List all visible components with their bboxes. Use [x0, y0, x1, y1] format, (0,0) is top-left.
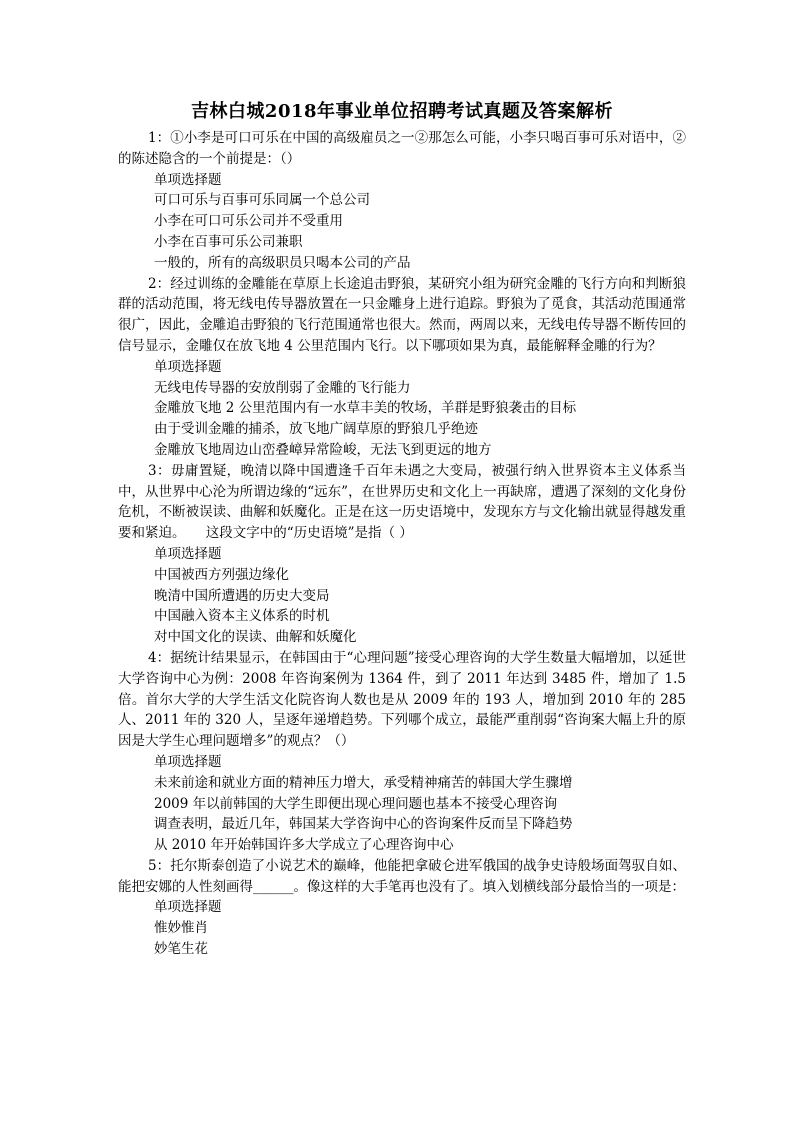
- option: 晚清中国所遭遇的历史大变局: [154, 587, 330, 604]
- option: 从 2010 年开始韩国许多大学成立了心理咨询中心: [154, 837, 454, 854]
- option: 2009 年以前韩国的大学生即便出现心理问题也基本不接受心理咨询: [154, 795, 558, 812]
- question-1: [118, 128, 686, 274]
- option: 调查表明，最近几年，韩国某大学咨询中心的咨询案件反而呈下降趋势: [154, 816, 573, 833]
- option: 妙笔生花: [154, 941, 208, 958]
- option: 中国融入资本主义体系的时机: [154, 608, 330, 625]
- question-stem: 2：经过训练的金雕能在草原上长途追击野狼，某研究小组为研究金雕的飞行方向和判断狼群的活动范围，将无线电传导器放置在一只金雕身上进行追踪。野狼为了觅食，其活动范围通常很广，因此，金雕追击野狼的飞行范围通常也很大。然而，两周以来，无线电传导器不断传回的信号显示，金雕仅在放飞地 4 公里范围内飞行。以下哪项如果为真，最能解释金雕的行为？: [118, 275, 686, 354]
- document-title: 吉林白城2018年事业单位招聘考试真题及答案解析: [190, 101, 614, 122]
- option: 一般的，所有的高级职员只喝本公司的产品: [154, 254, 411, 271]
- option: 金雕放飞地 2 公里范围内有一水草丰美的牧场，羊群是野狼袭击的目标: [154, 400, 577, 417]
- question-stem: 3：毋庸置疑，晚清以降中国遭逢千百年未遇之大变局，被强行纳入世界资本主义体系当中，从世界中心沦为所谓边缘的“远东”，在世界历史和文化上一再缺席，遭遇了深刻的文化身份危机，不断被误读、曲解和妖魔化。正是在这一历史语境中，发现东方与文化输出就显得越发重要和紧迫。 这段文字中的“历史语境”是指（ ）: [118, 462, 686, 542]
- question-5: [118, 856, 686, 960]
- question-type: 单项选择题: [154, 358, 222, 375]
- question-3: [118, 461, 686, 648]
- question-type: 单项选择题: [154, 899, 222, 916]
- option: 由于受训金雕的捕杀，放飞地广阔草原的野狼几乎绝迹: [154, 421, 478, 438]
- option: 对中国文化的误读、曲解和妖魔化: [154, 629, 357, 646]
- option: 惟妙惟肖: [154, 920, 208, 937]
- option: 无线电传导器的安放削弱了金雕的飞行能力: [154, 379, 411, 396]
- option: 小李在可口可乐公司并不受重用: [154, 213, 343, 230]
- document-page: [118, 100, 686, 960]
- question-4: [118, 648, 686, 856]
- question-stem: 4：据统计结果显示，在韩国由于“心理问题”接受心理咨询的大学生数量大幅增加，以延世大学咨询中心为例：2008 年咨询案例为 1364 件，到了 2011 年达到 3485 件，增加了 1.5 倍。首尔大学的大学生活文化院咨询人数也是从 2009 年的 193 人，增加到 2010 年的 285 人、2011 年的 320 人，呈逐年递增趋势。下列哪个成立，最能严重削弱“咨询案大幅上升的原因是大学生心理问题增多”的观点？（）: [118, 649, 686, 750]
- option: 未来前途和就业方面的精神压力增大，承受精神痛苦的韩国大学生骤增: [154, 774, 573, 791]
- question-stem: 5：托尔斯泰创造了小说艺术的巅峰，他能把拿破仑进军俄国的战争史诗般场面驾驭自如、能把安娜的人性刻画得______。像这样的大手笔再也没有了。填入划横线部分最恰当的一项是：: [118, 857, 686, 895]
- option: 小李在百事可乐公司兼职: [154, 233, 303, 250]
- option: 中国被西方列强边缘化: [154, 566, 289, 583]
- option: 可口可乐与百事可乐同属一个总公司: [154, 192, 370, 209]
- question-type: 单项选择题: [154, 171, 222, 188]
- option: 金雕放飞地周边山峦叠嶂异常险峻，无法飞到更远的地方: [154, 441, 492, 458]
- question-stem: 1：①小李是可口可乐在中国的高级雇员之一②那怎么可能，小李只喝百事可乐对语中，②的陈述隐含的一个前提是：（）: [118, 130, 686, 167]
- question-2: [118, 274, 686, 461]
- question-type: 单项选择题: [154, 753, 222, 770]
- question-type: 单项选择题: [154, 545, 222, 562]
